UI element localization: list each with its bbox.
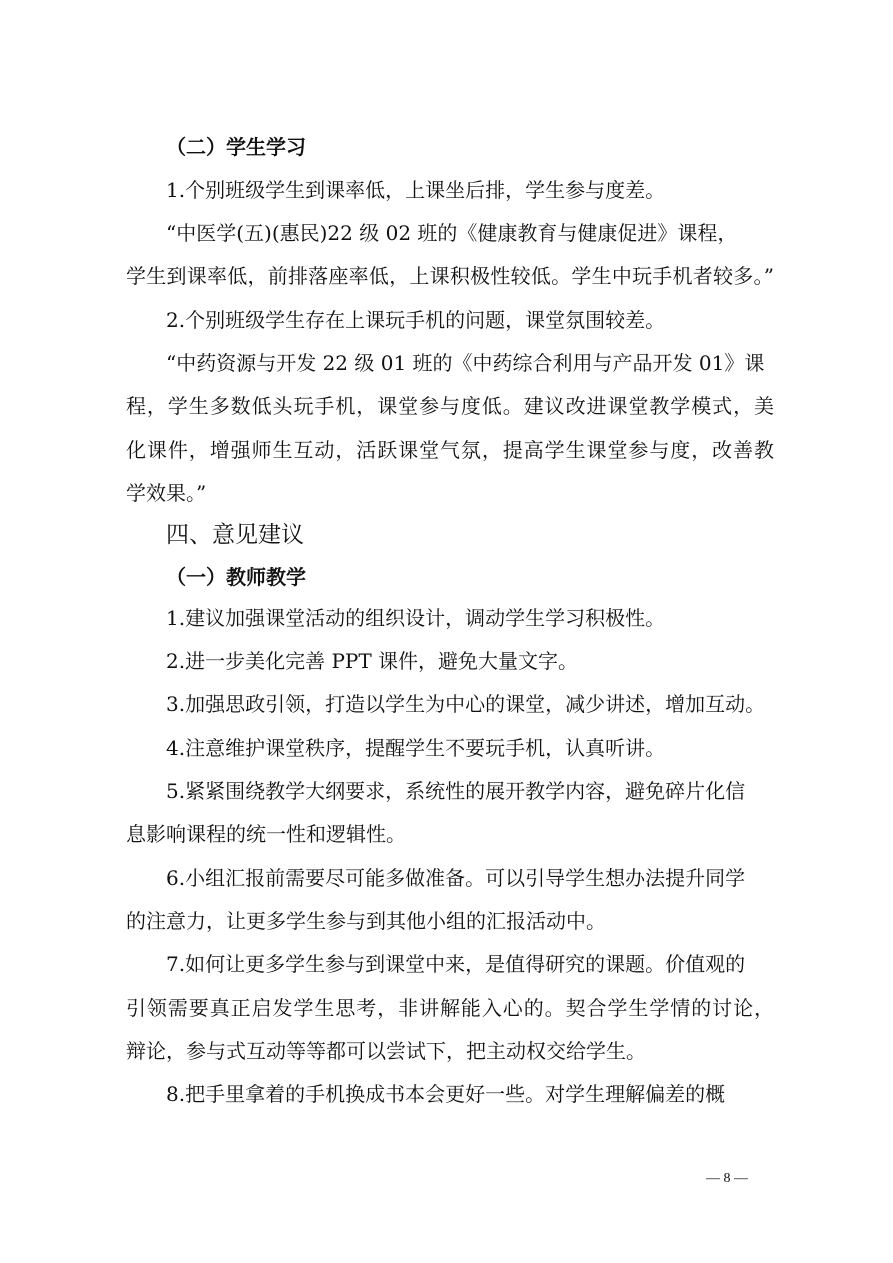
teacher-item-4: 4.注意维护课堂秩序，提醒学生不要玩手机，认真听讲。 bbox=[166, 736, 666, 760]
teacher-item-7-line-3: 辩论，参与式互动等等都可以尝试下，把主动权交给学生。 bbox=[126, 1039, 646, 1063]
teacher-item-5-line-1: 5.紧紧围绕教学大纲要求，系统性的展开教学内容，避免碎片化信 bbox=[166, 779, 746, 803]
student-quote-2-line-4: 学效果。” bbox=[126, 481, 207, 505]
student-quote-2-line-1: “中药资源与开发 22 级 01 班的《中药综合利用与产品开发 01》课 bbox=[166, 351, 765, 375]
teacher-item-8-line-1: 8.把手里拿着的手机换成书本会更好一些。对学生理解偏差的概 bbox=[166, 1082, 726, 1106]
student-item-2: 2.个别班级学生存在上课玩手机的问题，课堂氛围较差。 bbox=[166, 308, 666, 332]
heading-student-learning: （二）学生学习 bbox=[166, 135, 306, 159]
teacher-item-7-line-1: 7.如何让更多学生参与到课堂中来，是值得研究的课题。价值观的 bbox=[166, 952, 746, 976]
teacher-item-5-line-2: 息影响课程的统一性和逻辑性。 bbox=[126, 822, 406, 846]
student-quote-2-line-3: 化课件，增强师生互动，活跃课堂气氛，提高学生课堂参与度，改善教 bbox=[126, 438, 774, 462]
teacher-item-6-line-1: 6.小组汇报前需要尽可能多做准备。可以引导学生想办法提升同学 bbox=[166, 866, 746, 890]
teacher-item-1: 1.建议加强课堂活动的组织设计，调动学生学习积极性。 bbox=[166, 606, 666, 630]
student-quote-2-line-2: 程，学生多数低头玩手机，课堂参与度低。建议改进课堂教学模式，美 bbox=[126, 394, 774, 418]
student-item-1: 1.个别班级学生到课率低，上课坐后排，学生参与度差。 bbox=[166, 178, 666, 202]
heading-teacher-teaching: （一）教师教学 bbox=[166, 565, 306, 589]
student-quote-1-line-1: “中医学(五)(惠民)22 级 02 班的《健康教育与健康促进》课程， bbox=[166, 221, 738, 245]
heading-section-four: 四、意见建议 bbox=[166, 522, 304, 548]
teacher-item-2: 2.进一步美化完善 PPT 课件，避免大量文字。 bbox=[166, 649, 579, 673]
student-quote-1-line-2: 学生到课率低，前排落座率低，上课积极性较低。学生中玩手机者较多。” bbox=[126, 264, 774, 288]
teacher-item-7-line-2: 引领需要真正启发学生思考，非讲解能入心的。契合学生学情的讨论， bbox=[126, 996, 774, 1020]
page-number: — 8 — bbox=[706, 1171, 748, 1186]
teacher-item-6-line-2: 的注意力，让更多学生参与到其他小组的汇报活动中。 bbox=[126, 909, 606, 933]
teacher-item-3: 3.加强思政引领，打造以学生为中心的课堂，减少讲述，增加互动。 bbox=[166, 692, 766, 716]
